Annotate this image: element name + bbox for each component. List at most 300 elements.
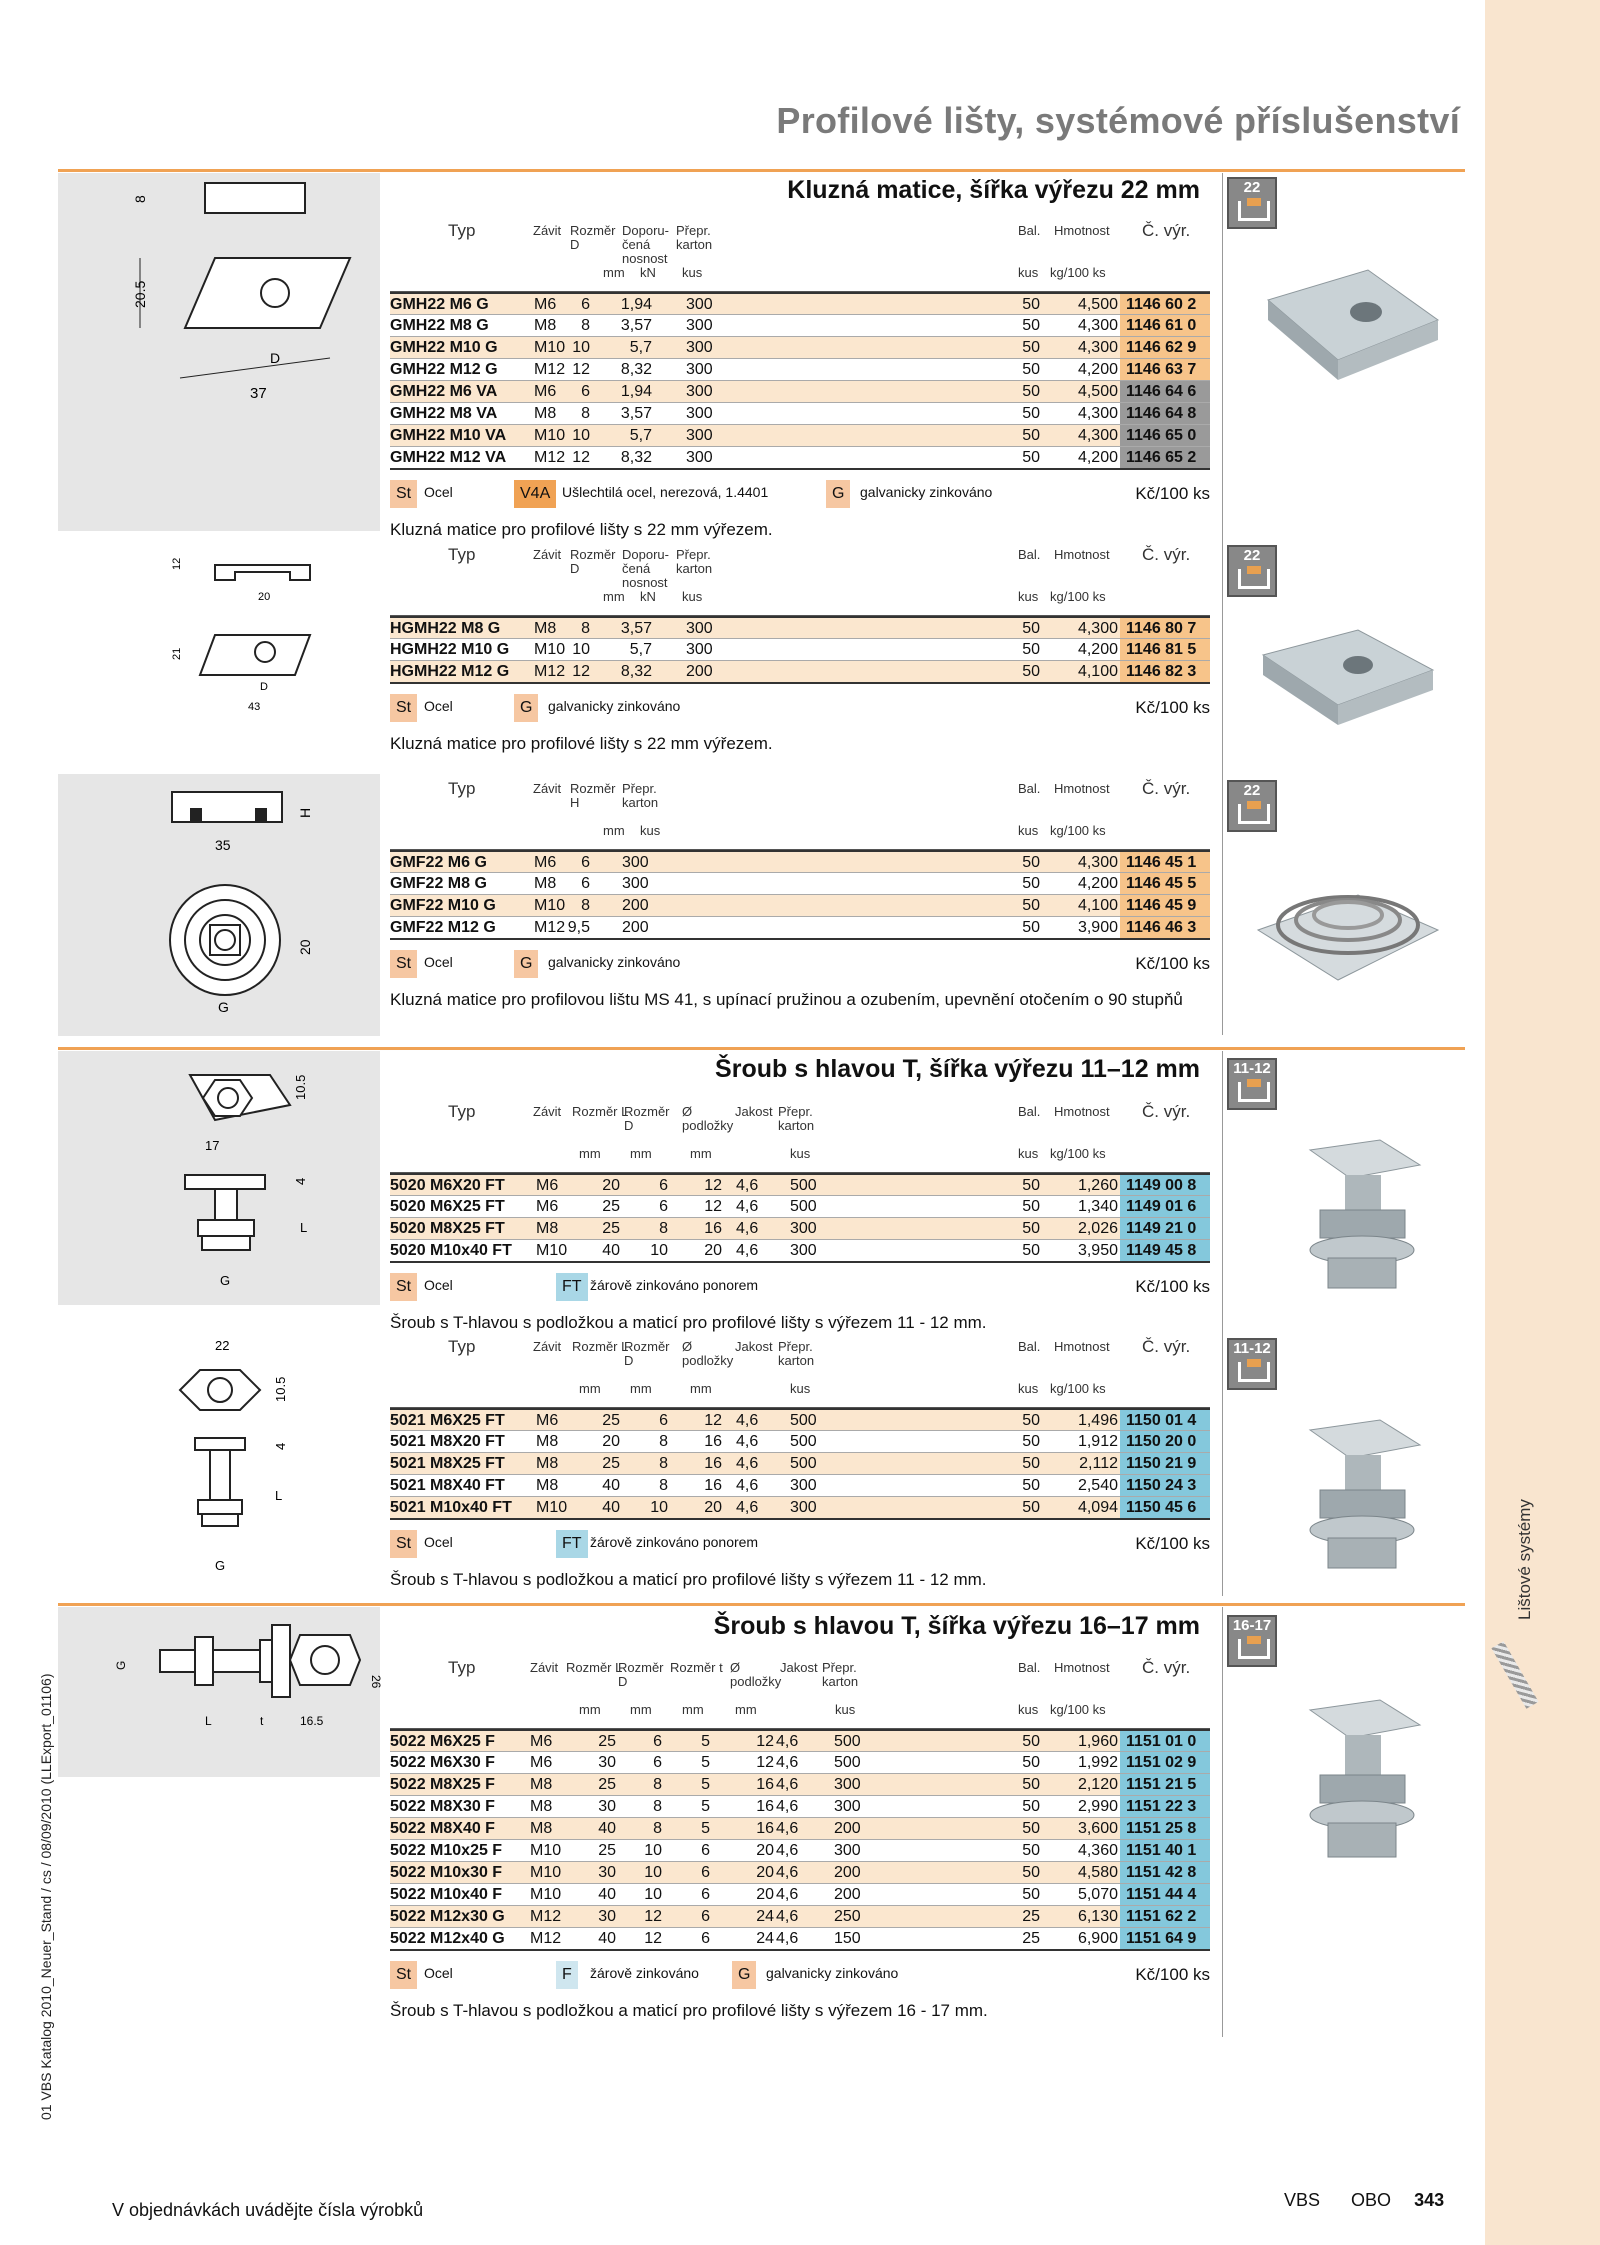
product-description: Šroub s T-hlavou s podložkou a maticí pro profilové lišty s výřezem 11 - 12 mm.: [390, 1570, 987, 1589]
cell: 25: [598, 1733, 616, 1750]
header-ubal: kus: [1018, 589, 1039, 604]
cell: 6,900: [1077, 1930, 1118, 1947]
cell: 4,200: [1077, 641, 1118, 658]
cell: 50: [1022, 1499, 1040, 1516]
cell: M6: [530, 1754, 553, 1771]
article-number: 1146 64 6: [1120, 381, 1210, 402]
cell: 6: [701, 1908, 710, 1925]
article-number: 1150 24 3: [1120, 1475, 1210, 1496]
header-hm: Hmotnost: [1054, 1660, 1110, 1675]
article-number: 1151 01 0: [1120, 1731, 1210, 1752]
cell: 25: [602, 1198, 620, 1215]
product-table: [390, 780, 1210, 940]
cell: 50: [1022, 361, 1040, 378]
cell: 50: [1022, 620, 1040, 637]
cell: 50: [1022, 1798, 1040, 1815]
section-rule: [58, 1047, 1465, 1050]
dim-label: D: [260, 681, 268, 693]
header-c6: Přepr. karton: [778, 1104, 815, 1133]
cell: 300: [834, 1798, 861, 1815]
cell: 4,200: [1077, 449, 1118, 466]
header-u4: kus: [682, 589, 703, 604]
cell: 8: [653, 1820, 662, 1837]
cell: 4,6: [776, 1776, 799, 1793]
article-number: 1151 02 9: [1120, 1752, 1210, 1773]
cell: 4,300: [1077, 854, 1118, 871]
cell: 8: [581, 317, 590, 334]
material-legend: [390, 1273, 1210, 1303]
product-type: HGMH22 M12 G: [390, 663, 510, 680]
header-u2: mm: [603, 823, 625, 838]
header-c4: Ø podložky: [730, 1660, 782, 1689]
cell: 6,130: [1077, 1908, 1118, 1925]
t-bolt-photo: [1290, 1410, 1440, 1590]
cell: 4,6: [776, 1864, 799, 1881]
cell: 10: [572, 641, 590, 658]
cell: 6: [701, 1930, 710, 1947]
spring-nut-photo: [1248, 870, 1448, 1000]
cell: 50: [1022, 1412, 1040, 1429]
header-u4: mm: [735, 1702, 757, 1717]
article-number: 1151 21 5: [1120, 1774, 1210, 1795]
cell: M6: [534, 296, 557, 313]
cell: 8,32: [620, 663, 652, 680]
cell: 1,496: [1077, 1412, 1118, 1429]
product-type: 5022 M10x40 F: [390, 1886, 503, 1903]
article-number: 1151 42 8: [1120, 1862, 1210, 1883]
cell: M8: [536, 1433, 559, 1450]
cell: 4,200: [1077, 361, 1118, 378]
slot-width-badge: 22: [1227, 545, 1277, 597]
header-bal: Bal.: [1018, 223, 1041, 238]
product-type: GMH22 M12 VA: [390, 449, 507, 466]
cell: 8: [581, 897, 590, 914]
cell: M10: [530, 1842, 562, 1859]
cell: 6: [701, 1864, 710, 1881]
article-number: 1146 63 7: [1120, 359, 1210, 380]
header-c1: Závit: [533, 781, 562, 796]
article-number: 1151 64 9: [1120, 1928, 1210, 1949]
header-ubal: kus: [1018, 265, 1039, 280]
cell: 500: [834, 1754, 861, 1771]
slot-width-badge: 16-17: [1227, 1615, 1277, 1667]
table-row: [390, 660, 1210, 682]
cell: 6: [653, 1733, 662, 1750]
header-ubal: kus: [1018, 1146, 1039, 1161]
legend-code-st: St: [390, 950, 417, 978]
catalog-meta: 01 VBS Katalog 2010_Neuer_Stand / cs / 08/09/2010 (LLExport_01106): [38, 1673, 54, 2120]
table-header: [390, 1103, 1210, 1173]
cell: 1,992: [1077, 1754, 1118, 1771]
legend-code-st: St: [390, 480, 417, 508]
legend-text: Ocel: [424, 698, 453, 714]
header-c3: Přepr. karton: [622, 781, 659, 810]
cell: 12: [756, 1754, 774, 1771]
header-bal: Bal.: [1018, 1660, 1041, 1675]
product-description: Kluzná matice pro profilové lišty s 22 mm výřezem.: [390, 734, 773, 753]
cell: 24: [756, 1908, 774, 1925]
legend-text: žárově zinkováno ponorem: [590, 1534, 759, 1550]
header-ubal: kus: [1018, 1381, 1039, 1396]
legend-code-st: St: [390, 694, 417, 722]
dim-label: L: [275, 1488, 283, 1503]
cell: 50: [1022, 919, 1040, 936]
header-uhm: kg/100 ks: [1050, 1381, 1106, 1396]
product-type: 5020 M6X25 FT: [390, 1198, 505, 1215]
cell: 1,94: [620, 383, 652, 400]
legend-text: Ocel: [424, 1965, 453, 1981]
header-u2: mm: [579, 1381, 601, 1396]
cell: 4,6: [736, 1242, 759, 1259]
header-c3b: Rozměr t: [670, 1660, 723, 1675]
cell: 4,6: [776, 1798, 799, 1815]
cell: M10: [530, 1864, 562, 1881]
footer-note: V objednávkách uvádějte čísla výrobků: [112, 2200, 424, 2220]
header-cv: Č. výr.: [1142, 545, 1191, 564]
legend-text: žárově zinkováno ponorem: [590, 1277, 759, 1293]
cell: M12: [530, 1930, 562, 1947]
header-u2: mm: [579, 1702, 601, 1717]
legend-code-g: G: [826, 480, 850, 508]
cell: 10: [644, 1886, 662, 1903]
product-type: GMF22 M6 G: [390, 854, 487, 871]
cell: 4,6: [776, 1886, 799, 1903]
cell: 20: [602, 1177, 620, 1194]
cell: 500: [790, 1177, 817, 1194]
header-typ: Typ: [448, 1658, 476, 1677]
cell: 30: [598, 1798, 616, 1815]
header-c4: Přepr. karton: [676, 547, 713, 576]
header-cv: Č. výr.: [1142, 1102, 1191, 1121]
cell: M8: [534, 317, 557, 334]
dim-label: G: [220, 1273, 231, 1288]
table-row: [390, 616, 1210, 638]
cell: M12: [534, 919, 566, 936]
header-typ: Typ: [448, 1102, 476, 1121]
cell: 30: [598, 1754, 616, 1771]
cell: M8: [530, 1798, 553, 1815]
material-legend: [390, 950, 1210, 980]
legend-code-st: St: [390, 1961, 417, 1989]
table-row: [390, 1173, 1210, 1195]
cell: M6: [536, 1198, 559, 1215]
table-row: [390, 872, 1210, 894]
price-unit: Kč/100 ks: [1135, 954, 1210, 973]
cell: 2,540: [1077, 1477, 1118, 1494]
cell: 50: [1022, 449, 1040, 466]
header-c6: Přepr. karton: [822, 1660, 859, 1689]
header-c4: Přepr. karton: [676, 223, 713, 252]
cell: 16: [756, 1798, 774, 1815]
header-c1: Závit: [530, 1660, 559, 1675]
table-header: [390, 1338, 1210, 1408]
cell: 300: [686, 405, 713, 422]
header-hm: Hmotnost: [1054, 1339, 1110, 1354]
product-type: 5021 M8X40 FT: [390, 1477, 505, 1494]
cell: 25: [1022, 1930, 1040, 1947]
header-ubal: kus: [1018, 823, 1039, 838]
article-number: 1146 46 3: [1120, 917, 1210, 938]
header-c2: Rozměr D: [570, 547, 616, 576]
cell: 4,100: [1077, 897, 1118, 914]
header-c4: Ø podložky: [682, 1104, 734, 1133]
article-number: 1146 81 5: [1120, 639, 1210, 660]
cell: 16: [704, 1477, 722, 1494]
cell: 4,6: [736, 1177, 759, 1194]
cell: 50: [1022, 427, 1040, 444]
cell: 4,6: [776, 1842, 799, 1859]
product-description: Šroub s T-hlavou s podložkou a maticí pro profilové lišty s výřezem 11 - 12 mm.: [390, 1313, 987, 1332]
header-bal: Bal.: [1018, 781, 1041, 796]
table-row: [390, 894, 1210, 916]
cell: 4,6: [736, 1198, 759, 1215]
product-type: GMH22 M10 G: [390, 339, 498, 356]
cell: 20: [704, 1242, 722, 1259]
cell: M12: [534, 663, 566, 680]
cell: 2,990: [1077, 1798, 1118, 1815]
cell: 500: [790, 1412, 817, 1429]
legend-code-g: G: [732, 1961, 756, 1989]
header-uhm: kg/100 ks: [1050, 1146, 1106, 1161]
header-c2: Rozměr L: [566, 1660, 623, 1675]
cell: 200: [622, 897, 649, 914]
cell: 50: [1022, 1864, 1040, 1881]
legend-code-g: G: [514, 694, 538, 722]
cell: M10: [534, 427, 566, 444]
cell: 8: [659, 1220, 668, 1237]
dim-label: 20: [297, 939, 313, 955]
cell: 5: [701, 1776, 710, 1793]
table-row: [390, 336, 1210, 358]
product-type: 5021 M8X25 FT: [390, 1455, 505, 1472]
table-header: [390, 546, 1210, 616]
cell: 40: [598, 1930, 616, 1947]
article-number: 1146 65 0: [1120, 425, 1210, 446]
cell: 40: [598, 1886, 616, 1903]
header-c2: Rozměr L: [572, 1104, 629, 1119]
page-number: 343: [1414, 2190, 1445, 2210]
dim-label: 4: [293, 1177, 308, 1185]
cell: 6: [581, 383, 590, 400]
header-hm: Hmotnost: [1054, 1104, 1110, 1119]
cell: 500: [834, 1733, 861, 1750]
cell: 4,6: [736, 1433, 759, 1450]
slot-width-badge: 22: [1227, 780, 1277, 832]
cell: 5,070: [1077, 1886, 1118, 1903]
cell: 4,360: [1077, 1842, 1118, 1859]
cell: 8: [653, 1798, 662, 1815]
cell: 5,7: [629, 427, 652, 444]
cell: 50: [1022, 641, 1040, 658]
header-u3b: mm: [682, 1702, 704, 1717]
cell: 8: [653, 1776, 662, 1793]
header-bal: Bal.: [1018, 1104, 1041, 1119]
header-c6: Přepr. karton: [778, 1339, 815, 1368]
technical-drawing: [150, 780, 370, 1020]
table-row: [390, 1773, 1210, 1795]
cell: 200: [834, 1820, 861, 1837]
dim-label: G: [114, 1660, 128, 1670]
legend-text: galvanicky zinkováno: [860, 484, 993, 500]
product-type: 5022 M10x25 F: [390, 1842, 503, 1859]
cell: 1,912: [1077, 1433, 1118, 1450]
cell: 300: [686, 383, 713, 400]
cell: 4,6: [776, 1820, 799, 1837]
cell: 25: [598, 1776, 616, 1793]
cell: 6: [659, 1177, 668, 1194]
cell: 12: [704, 1198, 722, 1215]
table-row: [390, 1452, 1210, 1474]
article-number: 1150 20 0: [1120, 1431, 1210, 1452]
cell: 9,5: [567, 919, 590, 936]
header-cv: Č. výr.: [1142, 779, 1191, 798]
cell: 2,026: [1077, 1220, 1118, 1237]
cell: 8: [581, 405, 590, 422]
article-number: 1146 45 9: [1120, 895, 1210, 916]
dim-label: 12: [171, 557, 183, 570]
cell: 6: [581, 296, 590, 313]
cell: 50: [1022, 1433, 1040, 1450]
legend-text: Ocel: [424, 1534, 453, 1550]
cell: 12: [572, 663, 590, 680]
table-row: [390, 1474, 1210, 1496]
product-type: 5022 M8X30 F: [390, 1798, 495, 1815]
table-row: [390, 850, 1210, 872]
cell: 1,260: [1077, 1177, 1118, 1194]
price-unit: Kč/100 ks: [1135, 484, 1210, 503]
product-type: GMF22 M8 G: [390, 875, 487, 892]
cell: 300: [686, 296, 713, 313]
dim-label: 10.5: [293, 1074, 308, 1100]
cell: 16: [704, 1220, 722, 1237]
cell: 40: [602, 1242, 620, 1259]
header-c3: Rozměr D: [624, 1104, 670, 1133]
header-c1: Závit: [533, 1339, 562, 1354]
cell: 5: [701, 1754, 710, 1771]
cell: 6: [581, 875, 590, 892]
cell: M10: [534, 641, 566, 658]
technical-drawing: [160, 1060, 360, 1300]
cell: 16: [704, 1455, 722, 1472]
cell: 4,6: [736, 1455, 759, 1472]
technical-drawing: [120, 178, 370, 418]
header-u2: mm: [603, 265, 625, 280]
table-header: [390, 780, 1210, 850]
product-type: 5022 M10x30 F: [390, 1864, 503, 1881]
dim-label: L: [205, 1714, 212, 1728]
cell: 25: [1022, 1908, 1040, 1925]
table-row: [390, 314, 1210, 336]
product-type: 5022 M6X25 F: [390, 1733, 495, 1750]
cell: 300: [686, 641, 713, 658]
header-c3: Rozměr D: [624, 1339, 670, 1368]
header-typ: Typ: [448, 545, 476, 564]
table-row: [390, 424, 1210, 446]
cell: M12: [534, 361, 566, 378]
cell: 25: [602, 1220, 620, 1237]
cell: 50: [1022, 1220, 1040, 1237]
header-hm: Hmotnost: [1054, 223, 1110, 238]
cell: 50: [1022, 405, 1040, 422]
technical-drawing: [110, 1615, 383, 1745]
cell: 12: [572, 361, 590, 378]
table-row: [390, 1729, 1210, 1751]
cell: 10: [572, 427, 590, 444]
cell: 5,7: [629, 641, 652, 658]
cell: 3,950: [1077, 1242, 1118, 1259]
table-row: [390, 380, 1210, 402]
article-number: 1149 21 0: [1120, 1218, 1210, 1239]
cell: 4,500: [1077, 296, 1118, 313]
cell: 8: [659, 1477, 668, 1494]
cell: 1,340: [1077, 1198, 1118, 1215]
cell: 50: [1022, 1477, 1040, 1494]
price-unit: Kč/100 ks: [1135, 1534, 1210, 1553]
article-number: 1151 40 1: [1120, 1840, 1210, 1861]
cell: 300: [686, 427, 713, 444]
column-divider: [1222, 1607, 1223, 2037]
product-type: 5022 M12x30 G: [390, 1908, 505, 1925]
cell: 3,900: [1077, 919, 1118, 936]
cell: 24: [756, 1930, 774, 1947]
cell: 50: [1022, 875, 1040, 892]
cell: 10: [572, 339, 590, 356]
brand-vbs: VBS: [1284, 2190, 1321, 2210]
article-number: 1146 65 2: [1120, 447, 1210, 468]
product-type: GMH22 M6 VA: [390, 383, 498, 400]
product-description: Kluzná matice pro profilovou lištu MS 41, s upínací pružinou a ozubením, upevnění otočením o 90 stupňů: [390, 990, 1183, 1009]
product-table: [390, 546, 1210, 684]
header-u2: mm: [603, 589, 625, 604]
product-table: [390, 1103, 1210, 1263]
cell: 20: [602, 1433, 620, 1450]
header-cv: Č. výr.: [1142, 221, 1191, 240]
product-type: GMH22 M12 G: [390, 361, 498, 378]
header-u4: kus: [682, 265, 703, 280]
product-description: Kluzná matice pro profilové lišty s 22 mm výřezem.: [390, 520, 773, 539]
dim-label: 37: [250, 385, 267, 402]
cell: 5: [701, 1798, 710, 1815]
product-description: Šroub s T-hlavou s podložkou a maticí pro profilové lišty s výřezem 16 - 17 mm.: [390, 2001, 988, 2020]
header-hm: Hmotnost: [1054, 547, 1110, 562]
table-row: [390, 1883, 1210, 1905]
dim-label: 4: [273, 1442, 288, 1450]
header-typ: Typ: [448, 221, 476, 240]
cell: 10: [644, 1864, 662, 1881]
material-legend: [390, 1961, 1210, 1991]
legend-code-st: St: [390, 1273, 417, 1301]
cell: 12: [572, 449, 590, 466]
column-divider: [1222, 1051, 1223, 1596]
header-cv: Č. výr.: [1142, 1337, 1191, 1356]
material-legend: [390, 694, 1210, 724]
header-hm: Hmotnost: [1054, 781, 1110, 796]
cell: 30: [598, 1908, 616, 1925]
cell: M6: [534, 854, 557, 871]
article-number: 1150 21 9: [1120, 1453, 1210, 1474]
sliding-nut-photo: [1248, 620, 1448, 740]
dim-label: G: [218, 999, 229, 1015]
cell: 5: [701, 1733, 710, 1750]
product-type: 5022 M8X25 F: [390, 1776, 495, 1793]
cell: 4,094: [1077, 1499, 1118, 1516]
header-u3: kus: [640, 823, 661, 838]
cell: 50: [1022, 1198, 1040, 1215]
cell: 2,120: [1077, 1776, 1118, 1793]
dim-label: 26: [369, 1675, 383, 1689]
cell: 500: [790, 1433, 817, 1450]
material-legend: [390, 480, 1210, 510]
